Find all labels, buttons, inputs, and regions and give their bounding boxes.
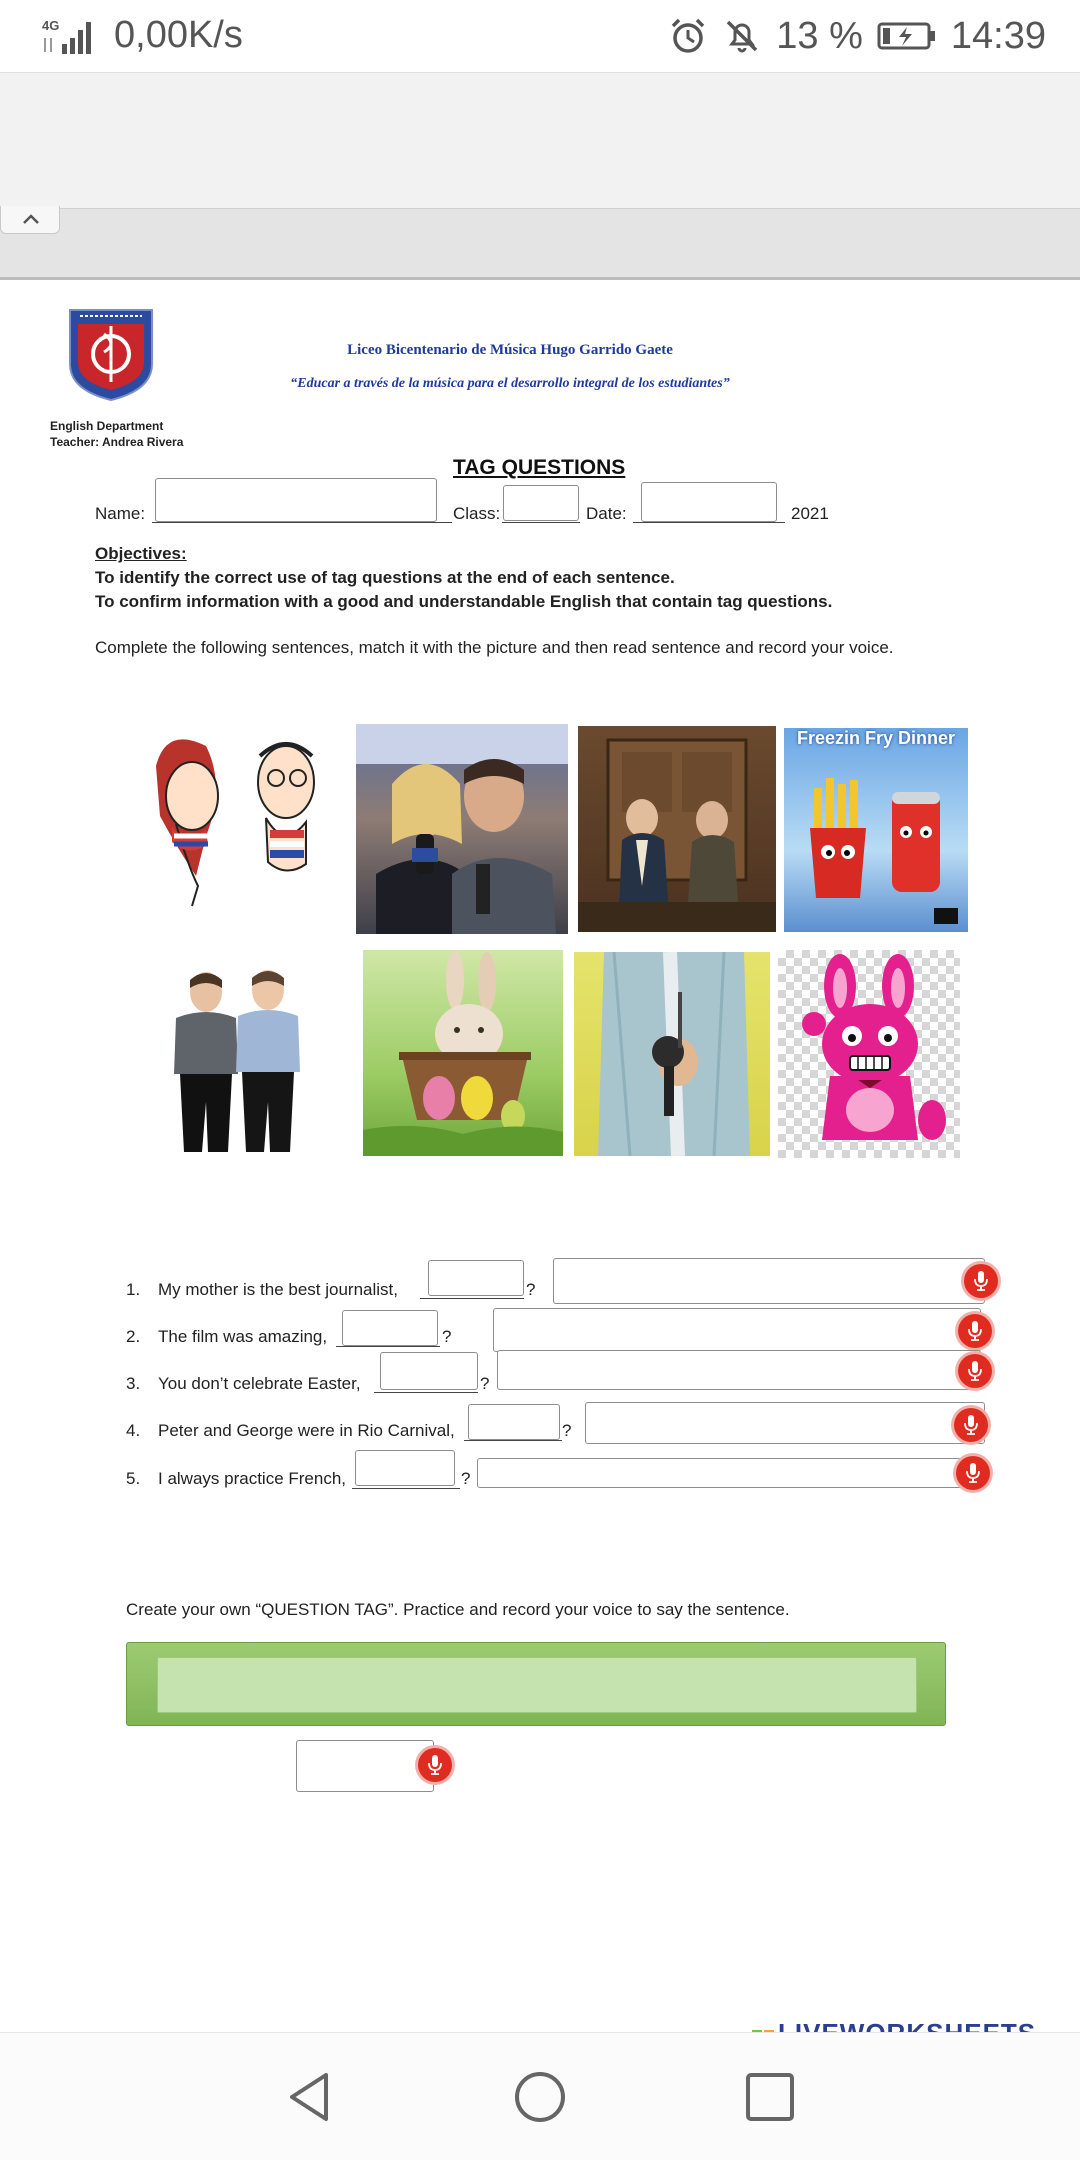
question-4-text: Peter and George were in Rio Carnival,: [158, 1421, 455, 1440]
battery-percent: 13 %: [776, 14, 863, 57]
liveworksheets-logo[interactable]: [752, 2018, 1036, 2032]
clock: 14:39: [950, 14, 1046, 57]
question-1-number: 1.: [126, 1280, 141, 1299]
year-label: 2021: [791, 504, 829, 523]
name-label: Name:: [95, 504, 146, 523]
picture-freezin-fry-poster: [784, 728, 968, 932]
navigation-bar: [0, 2032, 1080, 2160]
network-signal-icon: [40, 16, 96, 56]
question-5-question-mark: ?: [461, 1469, 471, 1488]
objectives-title: Objectives:: [95, 544, 187, 563]
question-5-tag-input[interactable]: [355, 1450, 455, 1486]
question-3-question-mark: ?: [480, 1374, 490, 1393]
date-label: Date:: [586, 504, 627, 523]
question-1-underline: [420, 1298, 524, 1299]
question-4-tag-input[interactable]: [468, 1404, 560, 1440]
department-name: English Department: [50, 419, 164, 433]
question-1-tag-input[interactable]: [428, 1260, 524, 1296]
question-1-record-button[interactable]: [964, 1264, 998, 1298]
question-3-text: You don’t celebrate Easter,: [158, 1374, 361, 1393]
microphone-icon: [965, 1462, 981, 1484]
home-icon[interactable]: [512, 2069, 568, 2125]
status-bar: [0, 0, 1080, 72]
class-underline: [502, 522, 580, 523]
picture-journalist-microphone: [574, 952, 770, 1156]
question-2-tag-input[interactable]: [342, 1310, 438, 1346]
question-3-tag-input[interactable]: [380, 1352, 478, 1390]
picture-pink-bunny-toy: [778, 950, 960, 1158]
question-2-number: 2.: [126, 1327, 141, 1346]
microphone-icon: [973, 1270, 989, 1292]
school-name: Liceo Bicentenario de Música Hugo Garrido Gaete: [347, 342, 673, 358]
question-3-picture-answer[interactable]: [497, 1350, 981, 1390]
teacher-name: Teacher: Andrea Rivera: [50, 435, 184, 449]
question-2-text: The film was amazing,: [158, 1327, 328, 1346]
question-2-underline: [336, 1346, 440, 1347]
question-3-record-button[interactable]: [958, 1354, 992, 1388]
picture-interview-crowd: [356, 724, 568, 934]
back-icon[interactable]: [282, 2069, 338, 2125]
name-underline: [152, 522, 452, 523]
question-3-number: 3.: [126, 1374, 141, 1393]
worksheet-title: TAG QUESTIONS: [453, 456, 626, 479]
question-4-number: 4.: [126, 1421, 141, 1440]
question-1-text: My mother is the best journalist,: [158, 1280, 398, 1299]
picture-founding-fathers: [578, 726, 776, 932]
question-5-text: I always practice French,: [158, 1469, 347, 1488]
browser-tab-strip: [0, 208, 1080, 280]
create-question-instruction: Create your own “QUESTION TAG”. Practice and record your voice to say the sentence.: [126, 1600, 790, 1619]
class-label: Class:: [453, 504, 501, 523]
microphone-icon: [427, 1754, 443, 1776]
picture-easter-bunny: [363, 950, 563, 1156]
network-type: 4G: [42, 18, 60, 33]
question-5-number: 5.: [126, 1469, 141, 1488]
alarm-icon: [668, 16, 708, 56]
picture-cartoon-tongues: [136, 726, 336, 922]
question-1-question-mark: ?: [526, 1280, 536, 1299]
microphone-icon: [967, 1360, 983, 1382]
question-5-record-button[interactable]: [956, 1456, 990, 1490]
question-5-underline: [352, 1488, 460, 1489]
question-1-picture-answer[interactable]: [553, 1258, 985, 1304]
network-speed: 0,00K/s: [114, 14, 243, 56]
question-5-picture-answer[interactable]: [477, 1458, 985, 1488]
name-input[interactable]: [155, 478, 437, 522]
microphone-icon: [963, 1414, 979, 1436]
school-crest-logo: [66, 304, 156, 402]
objective-2: To confirm information with a good and understandable English that contain tag questions.: [95, 592, 833, 611]
department-info: [50, 418, 183, 450]
browser-toolbar-area: [0, 72, 1080, 208]
status-icons: [668, 14, 1046, 58]
objective-1: To identify the correct use of tag questions at the end of each sentence.: [95, 568, 675, 587]
battery-charging-icon: [877, 16, 937, 56]
instructions: Complete the following sentences, match it with the picture and then read sentence and record your voice.: [95, 638, 894, 657]
school-motto: “Educar a través de la música para el desarrollo integral de los estudiantes”: [290, 376, 730, 391]
question-4-question-mark: ?: [562, 1421, 572, 1440]
question-2-record-button[interactable]: [958, 1314, 992, 1348]
mute-bell-icon: [722, 16, 762, 56]
date-input[interactable]: [641, 482, 777, 522]
own-question-band: [126, 1642, 946, 1726]
question-4-record-button[interactable]: [954, 1408, 988, 1442]
question-3-underline: [374, 1392, 478, 1393]
question-4-underline: [464, 1440, 562, 1441]
poster-title: Freezin Fry Dinner: [796, 728, 956, 748]
microphone-icon: [967, 1320, 983, 1342]
own-question-record-button[interactable]: [418, 1748, 452, 1782]
question-2-picture-answer[interactable]: [493, 1308, 981, 1352]
question-2-question-mark: ?: [442, 1327, 452, 1346]
collapse-toolbar-button[interactable]: [0, 206, 60, 234]
question-4-picture-answer[interactable]: [585, 1402, 985, 1444]
own-question-recording-box[interactable]: [296, 1740, 434, 1792]
class-input[interactable]: [503, 485, 579, 521]
picture-two-boys: [146, 962, 330, 1152]
chevron-up-icon: [21, 212, 41, 226]
own-question-input[interactable]: [157, 1657, 917, 1713]
date-underline: [633, 522, 785, 523]
worksheet: [0, 282, 1080, 2032]
recents-icon[interactable]: [742, 2069, 798, 2125]
